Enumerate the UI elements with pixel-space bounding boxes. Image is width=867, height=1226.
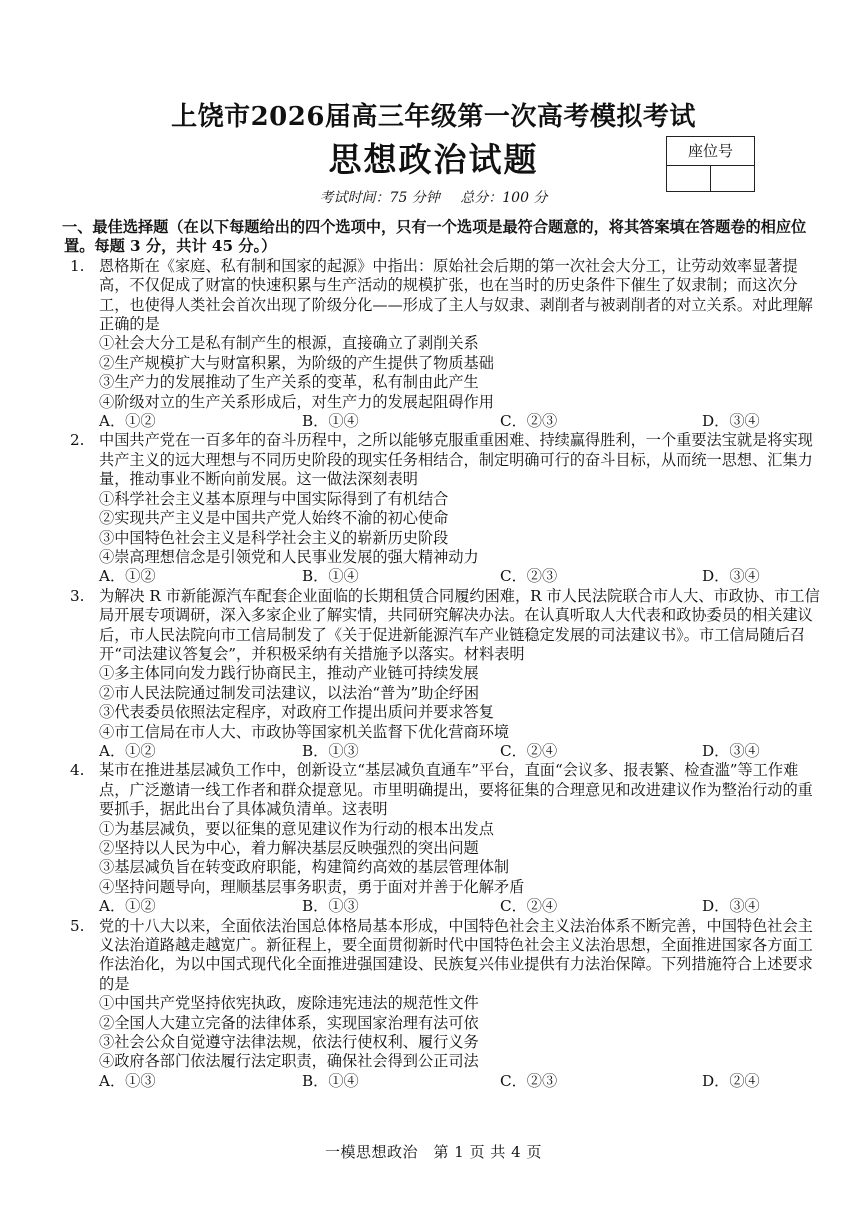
statement-item: ①为基层减负，要以征集的意见建议作为行动的根本出发点 [99, 819, 494, 838]
seat-number-box [666, 136, 755, 192]
question-number: 1. [70, 256, 85, 275]
statement-item: ③社会公众自觉遵守法律法规，依法行使权利、履行义务 [99, 1033, 479, 1052]
statement-item: ②实现共产主义是中国共产党人始终不渝的初心使命 [99, 509, 449, 528]
question-stem: 恩格斯在《家庭、私有制和国家的起源》中指出：原始社会后期的第一次社会大分工，让劳动效率显著提高，不仅促成了财富的快速积累与生产活动的规模扩张，也在当时的历史条件下催生了奴隶制；而这次分工，也使得人类社会首次出现了阶级分化——形成了主人与奴隶、剥削者与被剥削者的对立关系。对此理解正确的是 [99, 256, 813, 334]
option-c: C．②③ [500, 1071, 558, 1090]
question-number: 3. [70, 586, 85, 605]
option-d: D．②④ [702, 1071, 760, 1090]
statement-item: ④坚持问题导向，理顺基层事务职责，勇于面对并善于化解矛盾 [99, 877, 525, 896]
question-stem: 中国共产党在一百多年的奋斗历程中，之所以能够克服重重困难、持续赢得胜利，一个重要法宝就是将实现共产主义的远大理想与不同历史阶段的现实任务相结合，制定明确可行的奋斗目标，从而统一思想、汇集力量，推动事业不断向前发展。这一做法深刻表明 [99, 431, 813, 489]
option-a: A．①② [99, 412, 156, 431]
statement-item: ③中国特色社会主义是科学社会主义的崭新历史阶段 [99, 528, 449, 547]
total-score: 总分：100 分 [460, 190, 548, 206]
answer-options [99, 567, 826, 586]
page-footer: 一模思想政治 第 1 页 共 4 页 [325, 1143, 542, 1161]
option-a: A．①② [99, 741, 156, 760]
option-c: C．②④ [500, 741, 558, 760]
option-c: C．②③ [500, 412, 558, 431]
statement-item: ①多主体同向发力践行协商民主，推动产业链可持续发展 [99, 664, 479, 683]
statement-item: ④政府各部门依法履行法定职责，确保社会得到公正司法 [99, 1052, 479, 1071]
option-d: D．③④ [702, 567, 760, 586]
statement-item: ③生产力的发展推动了生产关系的变革，私有制由此产生 [99, 373, 479, 392]
option-c: C．②③ [500, 567, 558, 586]
statement-item: ②市人民法院通过制发司法建议，以法治“普为”助企纾困 [99, 683, 480, 702]
statement-item: ①中国共产党坚持依宪执政，废除违宪违法的规范性文件 [99, 994, 479, 1013]
subject-title: 思想政治试题 [328, 140, 539, 179]
answer-options [99, 1072, 826, 1091]
question-stem: 党的十八大以来，全面依法治国总体格局基本形成，中国特色社会主义法治体系不断完善，中国特色社会主义法治道路越走越宽广。新征程上，要全面贯彻新时代中国特色社会主义法治思想，全面推进国家各方面工作法治化，为以中国式现代化全面推进强国建设、民族复兴伟业提供有力法治保障。下列措施符合上述要求的是 [99, 916, 813, 993]
section-heading: 一、最佳选择题（在以下每题给出的四个选项中，只有一个选项是最符合题意的，将其答案填在答题卷的相应位置。每题 3 分，共计 45 分。） [62, 218, 807, 256]
option-d: D．③④ [702, 741, 760, 760]
question-number: 5. [70, 916, 85, 935]
option-b: B．①④ [302, 567, 359, 586]
statement-item: ②生产规模扩大与财富积累，为阶级的产生提供了物质基础 [99, 353, 494, 372]
option-c: C．②④ [500, 897, 558, 916]
question-2 [62, 431, 826, 586]
answer-options [99, 742, 826, 761]
seat-number-label: 座位号 [667, 137, 754, 166]
statement-item: ④崇高理想信念是引领党和人民事业发展的强大精神动力 [99, 547, 479, 566]
question-5 [62, 917, 826, 1092]
statement-item: ①科学社会主义基本原理与中国实际得到了有机结合 [99, 489, 449, 508]
statement-item: ④市工信局在市人大、市政协等国家机关监督下优化营商环境 [99, 722, 510, 741]
option-a: A．①② [99, 897, 156, 916]
statement-item: ②坚持以人民为中心，着力解决基层反映强烈的突出问题 [99, 839, 479, 857]
option-b: B．①③ [302, 741, 359, 760]
option-a: A．①② [99, 567, 156, 586]
answer-options [99, 897, 826, 916]
statement-item: ④阶级对立的生产关系形成后，对生产力的发展起阻碍作用 [99, 392, 494, 411]
exam-info [0, 187, 867, 207]
statement-item: ①社会大分工是私有制产生的根源，直接确立了剥削关系 [99, 334, 479, 353]
exam-time: 考试时间：75 分钟 [319, 190, 440, 206]
option-b: B．①④ [302, 1071, 359, 1090]
question-1 [62, 257, 826, 432]
question-4 [62, 761, 826, 916]
option-b: B．①④ [302, 412, 359, 431]
statement-item: ③代表委员依照法定程序，对政府工作提出质问并要求答复 [99, 703, 494, 722]
option-b: B．①③ [302, 897, 359, 916]
question-number: 2. [70, 431, 85, 450]
option-d: D．③④ [702, 897, 760, 916]
answer-options [99, 412, 826, 431]
question-content [62, 218, 826, 1091]
statement-item: ③基层减负旨在转变政府职能，构建简约高效的基层管理体制 [99, 858, 510, 877]
option-a: A．①③ [99, 1071, 156, 1090]
question-stem: 某市在推进基层减负工作中，创新设立“基层减负直通车”平台，直面“会议多、报表繁、检查滥”等工作难点，广泛邀请一线工作者和群众提意见。市里明确提出，要将征集的合理意见和改进建议作为整治行动的重要抓手，据此出台了具体减负清单。这表明 [99, 761, 813, 819]
question-stem: 为解决 R 市新能源汽车配套企业面临的长期租赁合同履约困难，R 市人民法院联合市人大、市政协、市工信局开展专项调研，深入多家企业了解实情，共同研究解决办法。在认真听取人大代表和政协委员的相关建议后，市人民法院向市工信局制发了《关于促进新能源汽车产业链稳定发展的司法建议书》。市工信局随后召开“司法建议答复会”，并积极采纳有关措施予以落实。材料表明 [99, 586, 820, 663]
statement-item: ②全国人大建立完备的法律体系，实现国家治理有法可依 [99, 1013, 479, 1032]
question-3 [62, 587, 826, 762]
option-d: D．③④ [702, 412, 760, 431]
exam-title: 上饶市2026届高三年级第一次高考模拟考试 [171, 102, 696, 132]
question-number: 4. [70, 761, 85, 780]
